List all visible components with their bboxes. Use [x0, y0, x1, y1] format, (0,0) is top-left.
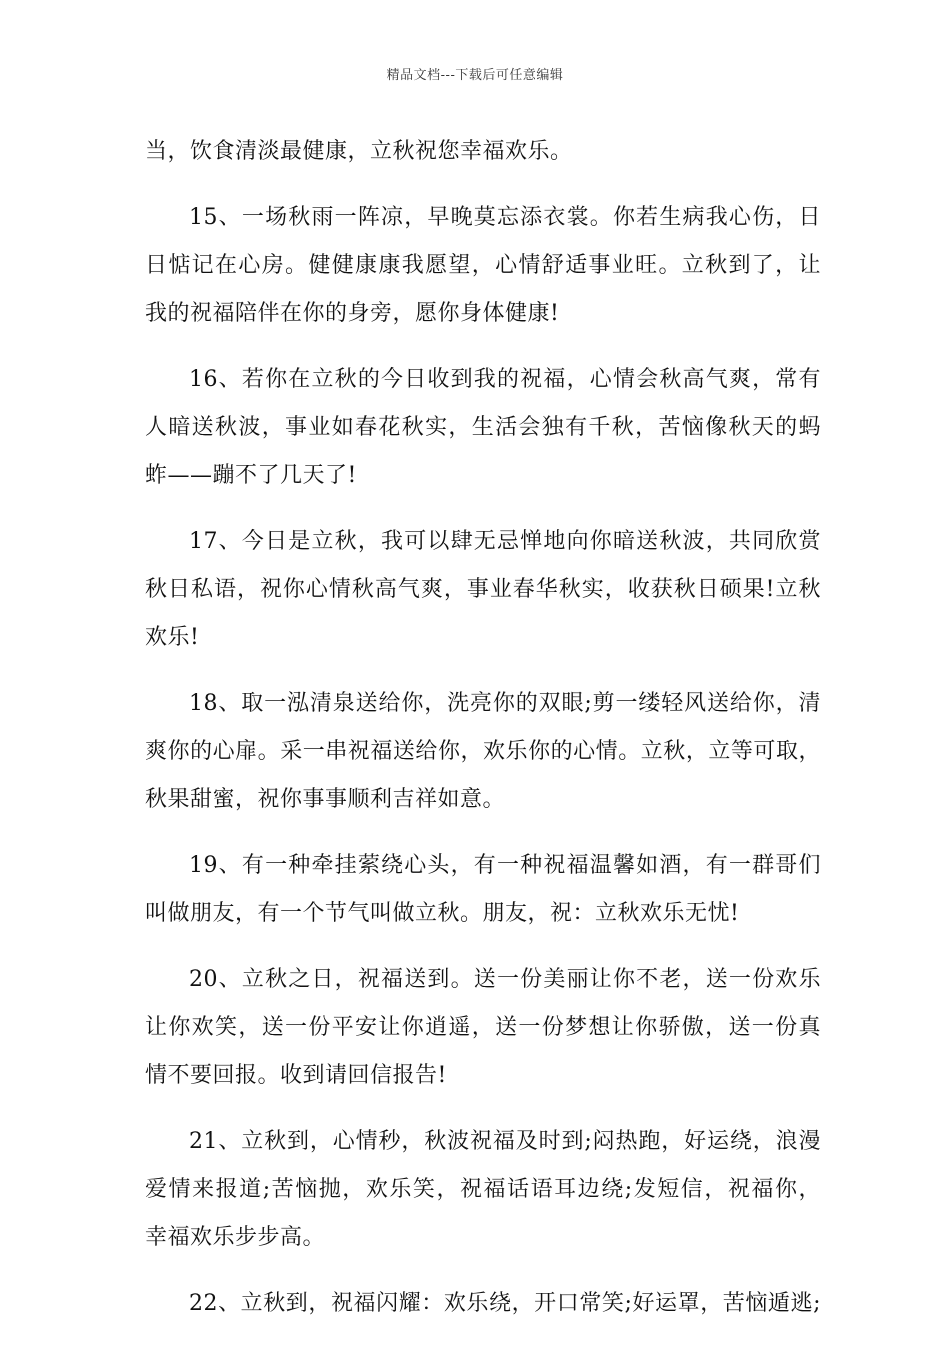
text-line: 秋果甜蜜，祝你事事顺利吉祥如意。	[145, 787, 506, 812]
text-line: 欢乐!	[145, 625, 200, 650]
text-line: 日惦记在心房。健健康康我愿望，心情舒适事业旺。立秋到了，让	[145, 253, 821, 278]
text-line: 19、有一种牵挂萦绕心头，有一种祝福温馨如酒，有一群哥们	[189, 853, 821, 878]
text-line: 爱情来报道;苦恼抛，欢乐笑，祝福话语耳边绕;发短信，祝福你，	[145, 1177, 821, 1202]
text-line: 21、立秋到，心情秒，秋波祝福及时到;闷热跑，好运绕，浪漫	[189, 1129, 821, 1154]
text-line: 情不要回报。收到请回信报告!	[145, 1063, 447, 1088]
text-line: 幸福欢乐步步高。	[145, 1225, 326, 1250]
text-line: 17、今日是立秋，我可以肆无忌惮地向你暗送秋波，共同欣赏	[189, 529, 821, 554]
text-line: 爽你的心扉。采一串祝福送给你，欢乐你的心情。立秋，立等可取，	[145, 739, 821, 764]
page-header: 精品文档---下载后可任意编辑	[386, 68, 564, 83]
paragraph-15	[145, 194, 821, 338]
paragraph-16	[145, 356, 821, 500]
text-line: 当，饮食清淡最健康，立秋祝您幸福欢乐。	[145, 139, 573, 164]
paragraph-continuation	[145, 128, 821, 176]
paragraph-17	[145, 518, 821, 662]
text-line: 蚱——蹦不了几天了!	[145, 463, 357, 488]
text-line: 让你欢笑，送一份平安让你逍遥，送一份梦想让你骄傲，送一份真	[145, 1015, 821, 1040]
text-line: 15、一场秋雨一阵凉，早晚莫忘添衣裳。你若生病我心伤，日	[189, 205, 821, 230]
text-line: 我的祝福陪伴在你的身旁，愿你身体健康!	[145, 301, 560, 326]
paragraph-21	[145, 1118, 821, 1262]
text-line: 22、立秋到，祝福闪耀：欢乐绕，开口常笑;好运罩，苦恼遁逃;	[189, 1291, 821, 1316]
paragraph-18	[145, 680, 821, 824]
paragraph-19	[145, 842, 821, 938]
text-line: 20、立秋之日，祝福送到。送一份美丽让你不老，送一份欢乐	[189, 967, 821, 992]
text-line: 叫做朋友，有一个节气叫做立秋。朋友，祝：立秋欢乐无忧!	[145, 901, 740, 926]
text-line: 秋日私语，祝你心情秋高气爽，事业春华秋实，收获秋日硕果!立秋	[145, 577, 821, 602]
text-line: 16、若你在立秋的今日收到我的祝福，心情会秋高气爽，常有	[189, 367, 821, 392]
paragraph-22	[145, 1280, 821, 1328]
paragraph-20	[145, 956, 821, 1100]
text-line: 人暗送秋波，事业如春花秋实，生活会独有千秋，苦恼像秋天的蚂	[145, 415, 821, 440]
text-line: 18、取一泓清泉送给你，洗亮你的双眼;剪一缕轻风送给你，清	[189, 691, 821, 716]
document-body	[145, 128, 821, 1346]
